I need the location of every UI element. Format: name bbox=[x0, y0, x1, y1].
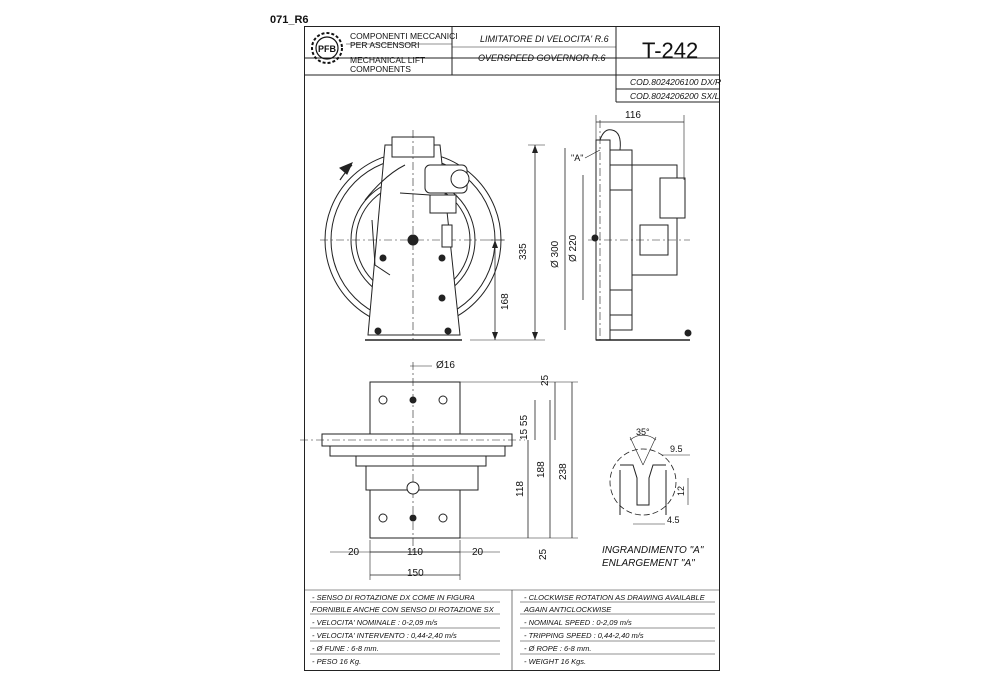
note-en-4: - TRIPPING SPEED : 0,44-2,40 m/s bbox=[524, 631, 644, 640]
dim-12: 12 bbox=[676, 485, 686, 496]
company-it-line2: PER ASCENSORI bbox=[350, 40, 420, 50]
enlargement-label-en: ENLARGEMENT "A" bbox=[602, 558, 695, 569]
detail-a-callout: "A" bbox=[571, 153, 584, 163]
sheet-id: 071_R6 bbox=[270, 14, 309, 26]
note-it-5: - Ø FUNE : 6-8 mm. bbox=[312, 644, 379, 653]
dim-116: 116 bbox=[625, 110, 641, 121]
cod-sx: COD.8024206200 SX/L bbox=[630, 91, 720, 101]
dim-188: 188 bbox=[536, 461, 547, 478]
dim-20-right: 20 bbox=[472, 547, 484, 558]
note-en-5: - Ø ROPE : 6-8 mm. bbox=[524, 644, 592, 653]
dim-25-top: 25 bbox=[540, 374, 551, 386]
dim-9-5: 9.5 bbox=[670, 444, 683, 454]
dim-20-left: 20 bbox=[348, 547, 360, 558]
dim-dia-220: Ø 220 bbox=[568, 234, 579, 262]
title-en: OVERSPEED GOVERNOR R.6 bbox=[478, 53, 606, 63]
side-view bbox=[588, 120, 691, 340]
dim-25-bottom: 25 bbox=[538, 548, 549, 560]
note-en-3: - NOMINAL SPEED : 0-2,09 m/s bbox=[524, 618, 632, 627]
note-en-2: AGAIN ANTICLOCKWISE bbox=[524, 605, 612, 614]
logo-text: PFB bbox=[318, 44, 336, 54]
dim-168: 168 bbox=[500, 293, 511, 310]
note-it-6: - PESO 16 Kg. bbox=[312, 657, 362, 666]
front-view bbox=[320, 130, 505, 340]
code-number: T-242 bbox=[642, 38, 699, 63]
plan-view bbox=[300, 362, 525, 555]
title-it: LIMITATORE DI VELOCITA' R.6 bbox=[480, 34, 609, 44]
note-en-6: - WEIGHT 16 Kgs. bbox=[524, 657, 587, 666]
dim-150: 150 bbox=[407, 568, 424, 579]
note-it-1: - SENSO DI ROTAZIONE DX COME IN FIGURA bbox=[312, 593, 475, 602]
dim-238: 238 bbox=[558, 463, 569, 480]
dim-4-5: 4.5 bbox=[667, 515, 680, 525]
company-en-line1: MECHANICAL LIFT bbox=[350, 55, 426, 65]
dim-335: 335 bbox=[518, 243, 529, 260]
dim-dia-300: Ø 300 bbox=[550, 240, 561, 268]
dim-110: 110 bbox=[407, 547, 423, 558]
company-en-line2: COMPONENTS bbox=[350, 64, 411, 74]
dim-15-55: 15 55 bbox=[519, 414, 530, 440]
note-en-1: - CLOCKWISE ROTATION AS DRAWING AVAILABLE bbox=[524, 593, 705, 602]
dim-dia-16: Ø16 bbox=[436, 360, 455, 371]
enlargement-label-it: INGRANDIMENTO "A" bbox=[602, 545, 704, 556]
dim-118: 118 bbox=[515, 481, 526, 497]
company-it-line1: COMPONENTI MECCANICI bbox=[350, 31, 458, 41]
cod-dx: COD.8024206100 DX/R bbox=[630, 77, 722, 87]
dim-angle-35: 35° bbox=[636, 427, 650, 437]
note-it-3: - VELOCITA' NOMINALE : 0-2,09 m/s bbox=[312, 618, 438, 627]
note-it-4: - VELOCITA' INTERVENTO : 0,44-2,40 m/s bbox=[312, 631, 457, 640]
note-it-2: FORNIBILE ANCHE CON SENSO DI ROTAZIONE SX bbox=[312, 605, 494, 614]
